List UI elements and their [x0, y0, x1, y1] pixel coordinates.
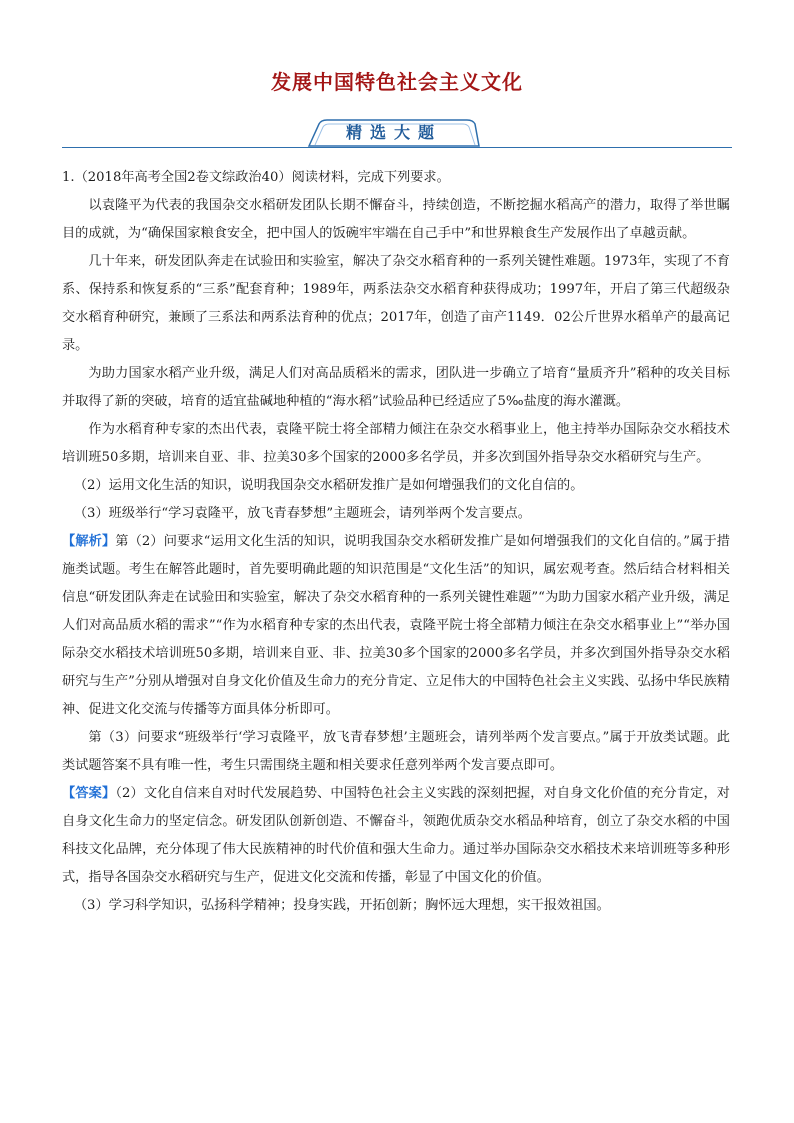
question-content [62, 164, 730, 920]
answer-paragraph-2: （3）学习科学知识，弘扬科学精神；投身实践，开拓创新；胸怀远大理想，实干报效祖国。 [73, 898, 610, 913]
section-banner-label: 精选大题 [345, 123, 442, 142]
material-paragraph-4: 作为水稻育种专家的杰出代表，袁隆平院士将全部精力倾注在杂交水稻事业上，他主持举办国际杂交水稻技术培训班50多期，培训来自亚、非、拉美30多个国家的2000多名学员，并多次到国外指导杂交水稻研究与生产。 [62, 422, 730, 465]
answer-paragraph-1 [62, 780, 730, 892]
analysis-tag: 【解析】 [62, 534, 116, 549]
answer-tag: 【答案】 [62, 786, 116, 801]
analysis-text-1: 第（2）问要求“运用文化生活的知识，说明我国杂交水稻研发推广是如何增强我们的文化自信的。”属于措施类试题。考生在解答此题时，首先要明确此题的知识范围是“文化生活”的知识，属宏观考查。然后结合材料相关信息“研发团队奔走在试验田和实验室，解决了杂交水稻育种的一系列关键性难题”“为助力国家水稻产业升级，满足人们对高品质水稻的需求”“作为水稻育种专家的杰出代表，袁隆平院士将全部精力倾注在杂交水稻事业上”“举办国际杂交水稻技术培训班50多期，培训来自亚、非、拉美30多个国家的2000多名学员，并多次到国外指导杂交水稻研究与生产”分别从增强对自身文化价值及生命力的充分肯定、立足伟大的中国特色社会主义实践、弘扬中华民族精神、促进文化交流与传播等方面具体分析即可。 [62, 534, 730, 717]
answer-text-1: （2）文化自信来自对时代发展趋势、中国特色社会主义实践的深刻把握，对自身文化价值的充分肯定，对自身文化生命力的坚定信念。研发团队创新创造、不懈奋斗，领跑优质杂交水稻品种培育，创立了杂交水稻的中国科技文化品牌，充分体现了伟大民族精神的时代价值和强大生命力。通过举办国际杂交水稻技术来培训班等多种形式，指导各国杂交水稻研究与生产，促进文化交流和传播，彰显了中国文化的价值。 [62, 786, 730, 885]
sub-question-3: （3）班级举行“学习袁隆平，放飞青春梦想”主题班会，请列举两个发言要点。 [73, 506, 531, 521]
analysis-paragraph-1 [62, 528, 730, 724]
material-paragraph-1: 以袁隆平为代表的我国杂交水稻研发团队长期不懈奋斗，持续创造，不断挖掘水稻高产的潜力，取得了举世瞩目的成就，为“确保国家粮食安全，把中国人的饭碗牢牢端在自己手中”和世界粮食生产发展作出了卓越贡献。 [62, 198, 730, 241]
question-stem: 1.（2018年高考全国2卷文综政治40）阅读材料，完成下列要求。 [62, 170, 450, 185]
page-title: 发展中国特色社会主义文化 [271, 70, 523, 94]
sub-question-2: （2）运用文化生活的知识，说明我国杂交水稻研发推广是如何增强我们的文化自信的。 [73, 478, 584, 493]
analysis-paragraph-2: 第（3）问要求“班级举行‘学习袁隆平，放飞青春梦想’主题班会，请列举两个发言要点。”属于开放类试题。此类试题答案不具有唯一性，考生只需围绕主题和相关要求任意列举两个发言要点即可。 [62, 730, 730, 773]
material-paragraph-3: 为助力国家水稻产业升级，满足人们对高品质稻米的需求，团队进一步确立了培育“量质齐升”稻种的攻关目标并取得了新的突破，培育的适宜盐碱地种植的“海水稻”试验品种已经适应了5‰盐度的海水灌溉。 [62, 366, 730, 409]
material-paragraph-2: 几十年来，研发团队奔走在试验田和实验室，解决了杂交水稻育种的一系列关键性难题。1973年，实现了不育系、保持系和恢复系的“三系”配套育种；1989年，两系法杂交水稻育种获得成功；1997年，开启了第三代超级杂交水稻育种研究，兼顾了三系法和两系法育种的优点；2017年，创造了亩产1149．02公斤世界水稻单产的最高记录。 [62, 254, 730, 353]
